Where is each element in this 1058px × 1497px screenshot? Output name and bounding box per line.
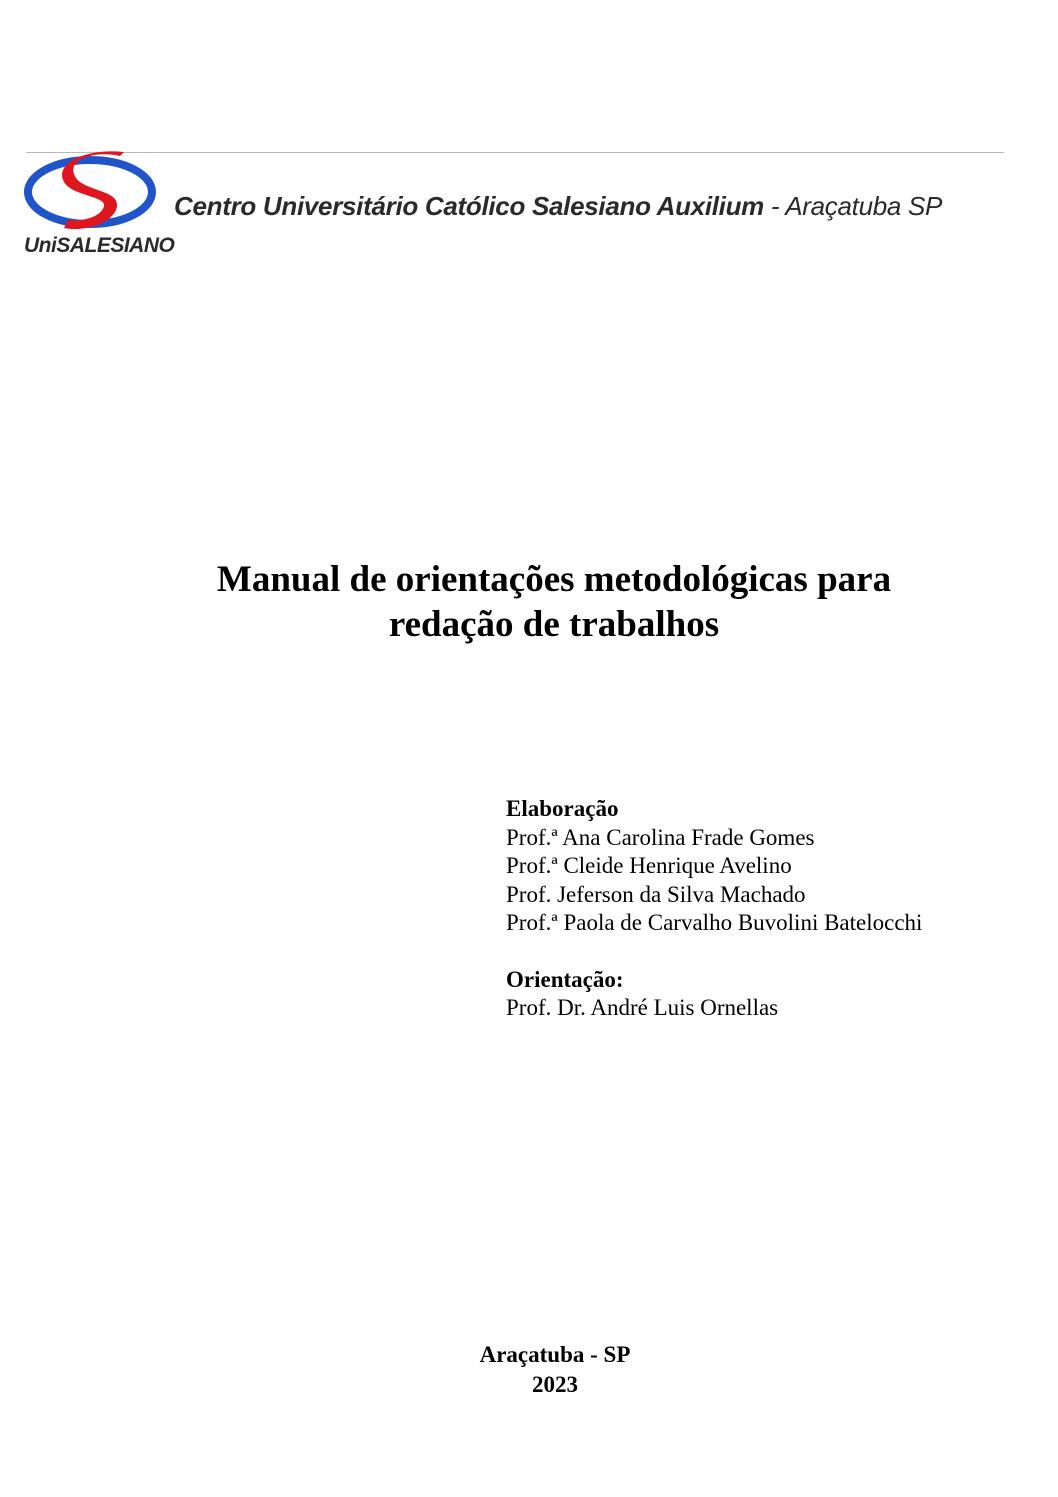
elaboration-heading: Elaboração [506, 796, 619, 821]
footer-city: Araçatuba - SP [479, 1342, 631, 1367]
credits-block [506, 795, 922, 1023]
advisor-name: Prof. Dr. André Luis Ornellas [506, 995, 779, 1020]
institution-name: Centro Universitário Católico Salesiano Auxilium [174, 191, 764, 221]
institution-header [174, 191, 942, 222]
logo-s-emblem-icon [24, 150, 194, 234]
credits-spacer [506, 938, 922, 966]
footer-year: 2023 [532, 1372, 578, 1397]
title-line-2: redação de trabalhos [388, 604, 720, 645]
orientation-heading: Orientação: [506, 966, 624, 992]
institution-city: - Araçatuba SP [764, 191, 943, 221]
unisalesiano-logo [24, 150, 194, 262]
author-name: Prof.ª Ana Carolina Frade Gomes [506, 824, 815, 850]
title-line-1: Manual de orientações metodológicas para [216, 559, 892, 600]
author-name: Prof.ª Paola de Carvalho Buvolini Batelocchi [506, 910, 923, 935]
footer-block [0, 1340, 1058, 1400]
author-name: Prof.ª Cleide Henrique Avelino [506, 853, 792, 878]
author-name: Prof. Jeferson da Silva Machado [506, 881, 806, 907]
logo-wordmark: UniSALESIANO [24, 234, 175, 257]
document-title [0, 557, 1058, 647]
